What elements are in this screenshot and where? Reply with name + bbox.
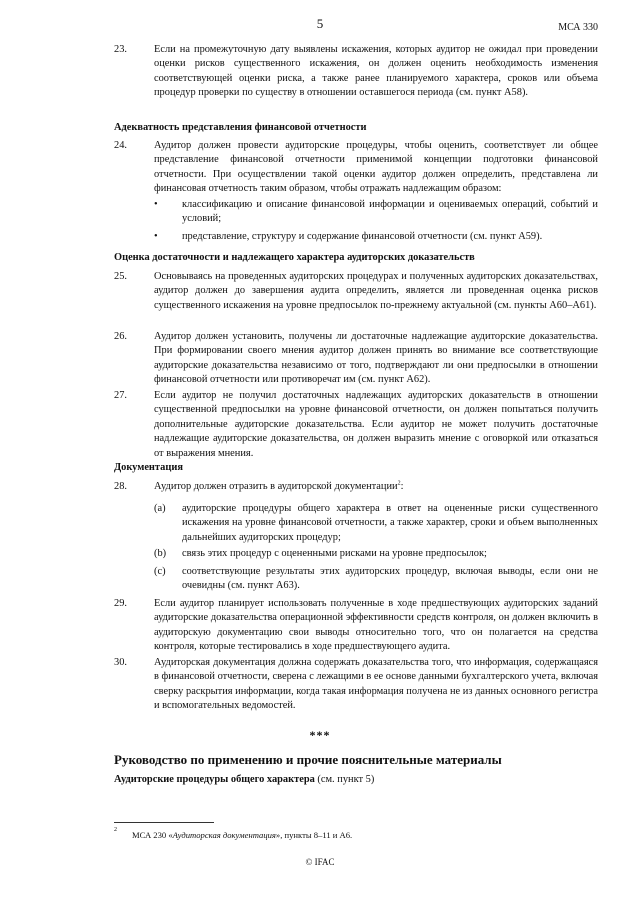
subsection-title-ref: (см. пункт 5) bbox=[314, 774, 375, 785]
paragraph-30 bbox=[114, 656, 598, 714]
paragraph-29 bbox=[114, 597, 598, 655]
footnote-text bbox=[132, 830, 352, 840]
bullet-text: классификацию и описание финансовой информации и оцениваемых операций, событий и условий; bbox=[182, 199, 598, 225]
paragraph-text bbox=[154, 480, 598, 494]
footnote-divider bbox=[114, 822, 214, 823]
list-text: аудиторские процедуры общего характера в ответ на оцененные риски существенного искажения на уровне финансовой отчетности, а также характер, сроки и объем выполненных дальнейших аудиторских процедур; bbox=[182, 503, 598, 543]
footnote-prefix: МСА 230 « bbox=[132, 830, 173, 840]
heading-presentation: Адекватность представления финансовой отчетности bbox=[114, 122, 367, 133]
page-number: 5 bbox=[316, 16, 324, 31]
paragraph-text: Аудитор должен установить, получены ли достаточные надлежащие аудиторские доказательства. При формировании своего мнения аудитор должен принять во внимание все соответствующие аудиторские доказательства независимо от того, подтверждают ли они предпосылки в отношении финансовой отчетности или противоречат им (см. пункт А62). bbox=[154, 331, 598, 386]
paragraph-25 bbox=[114, 270, 598, 313]
bullet-text: представление, структуру и содержание финансовой отчетности (см. пункт А59). bbox=[182, 231, 543, 242]
paragraph-text: Если аудитор не получил достаточных надлежащих аудиторских доказательств в отношении существенной предпосылки на уровне финансовой отчетности, он должен попытаться получить дополнительные аудиторские доказательства. Если аудитор не может получить достаточные надлежащие аудиторские доказательства, он должен выразить мнение с оговоркой или отказаться от выражения мнения. bbox=[154, 390, 598, 459]
paragraph-text: Аудитор должен провести аудиторские процедуры, чтобы оценить, соответствует ли общее представление финансовой отчетности применимой концепции подготовки финансовой отчетности. При осуществлении такой оценки аудитор должен определить, представлена ли финансовая отчетность таким образом, чтобы отражать надлежащим образом: bbox=[154, 140, 598, 195]
bullet-item bbox=[154, 230, 598, 244]
paragraph-text: Если на промежуточную дату выявлены искажения, которых аудитор не ожидал при проведении оценки рисков существенного искажения, он должен оценить необходимость изменения соответствующей оценки риска, а также ранее планируемого характера, сроков или объема процедур проверки по существу в отношении оставшегося периода (см. пункт А58). bbox=[154, 44, 598, 99]
bullet-icon: • bbox=[154, 199, 158, 210]
section-title: Руководство по применению и прочие пояснительные материалы bbox=[114, 752, 502, 767]
standard-code: МСА 330 bbox=[558, 22, 598, 33]
list-letter: (b) bbox=[154, 548, 167, 559]
footnote-reference: 2 bbox=[397, 480, 401, 487]
paragraph-number: 30. bbox=[114, 657, 127, 668]
bullet-icon: • bbox=[154, 231, 158, 242]
heading-documentation: Документация bbox=[114, 462, 183, 473]
paragraph-number: 25. bbox=[114, 271, 127, 282]
paragraph-number: 28. bbox=[114, 481, 127, 492]
paragraph-number: 23. bbox=[114, 44, 127, 55]
list-item-c bbox=[154, 565, 598, 594]
footnote bbox=[114, 827, 598, 840]
paragraph-28 bbox=[114, 480, 598, 494]
paragraph-number: 27. bbox=[114, 390, 127, 401]
footnote-suffix: », пункты 8–11 и А6. bbox=[275, 830, 353, 840]
subsection-title bbox=[114, 774, 374, 785]
copyright: © IFAC bbox=[305, 857, 335, 867]
footnote-mark: 2 bbox=[114, 827, 117, 833]
heading-evaluation: Оценка достаточности и надлежащего характера аудиторских доказательств bbox=[114, 252, 475, 263]
paragraph-text: Основываясь на проведенных аудиторских процедурах и полученных аудиторских доказательствах, аудитор должен до завершения аудита определить, является ли проведенная оценка рисков существенного искажения на уровне предпосылок по-прежнему актуальной (см. пункты А60–А61). bbox=[154, 271, 598, 311]
list-letter: (c) bbox=[154, 566, 166, 577]
paragraph-text: Если аудитор планирует использовать полученные в ходе предшествующих аудиторских заданий аудиторские доказательства операционной эффективности средств контроля, он должен включить в аудиторскую документацию свои выводы относительно того, что он полагается на средства контроля, которые тестировались в ходе предшествующего аудита. bbox=[154, 598, 598, 653]
footnote-title: Аудиторская документация bbox=[172, 830, 276, 840]
subsection-title-bold: Аудиторские процедуры общего характера bbox=[114, 774, 315, 785]
list-item-b bbox=[154, 547, 598, 561]
paragraph-27 bbox=[114, 389, 598, 461]
list-letter: (a) bbox=[154, 503, 166, 514]
paragraph-text-tail: : bbox=[400, 481, 404, 492]
list-text: связь этих процедур с оцененными рисками на уровне предпосылок; bbox=[182, 548, 487, 559]
paragraph-24 bbox=[114, 139, 598, 197]
paragraph-26 bbox=[114, 330, 598, 388]
paragraph-text: Аудиторская документация должна содержать доказательства того, что информация, содержащаяся в финансовой отчетности, сверена с лежащими в ее основе данными бухгалтерского учета, включая сверку раскрытия информации, когда такая информация получена не из данных основного регистра и вспомогательных ведомостей. bbox=[154, 657, 598, 712]
paragraph-number: 26. bbox=[114, 331, 127, 342]
list-text: соответствующие результаты этих аудиторских процедур, включая выводы, если они не очевидны (см. пункт А63). bbox=[182, 566, 598, 592]
paragraph-text-body: Аудитор должен отразить в аудиторской документации bbox=[154, 481, 398, 492]
list-item-a bbox=[154, 502, 598, 545]
section-separator: *** bbox=[309, 728, 331, 742]
paragraph-number: 29. bbox=[114, 598, 127, 609]
paragraph-23 bbox=[114, 43, 598, 101]
bullet-item bbox=[154, 198, 598, 227]
paragraph-number: 24. bbox=[114, 140, 127, 151]
